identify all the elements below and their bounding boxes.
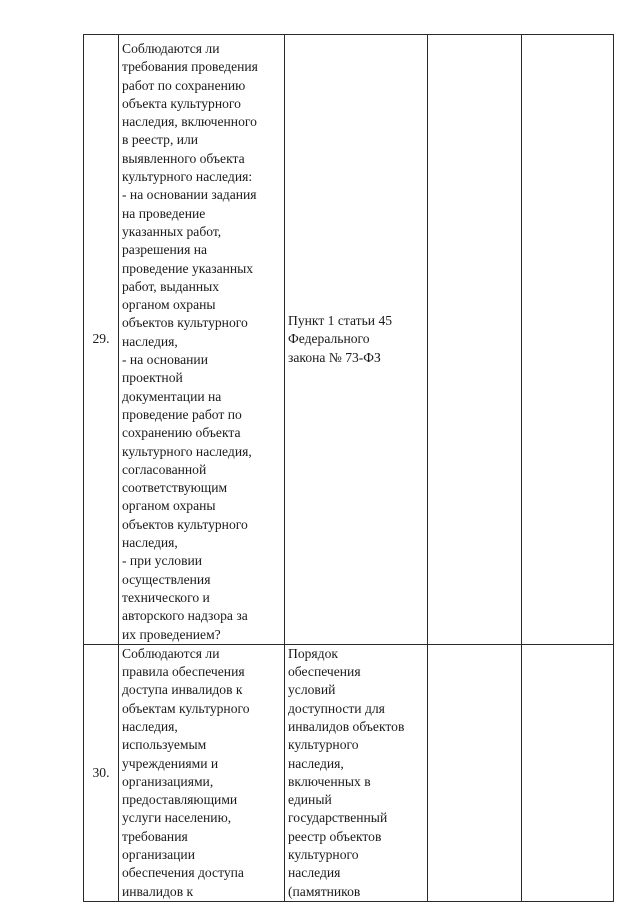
question-line: правила обеспечения <box>122 664 245 680</box>
legal-basis-line: инвалидов объектов <box>288 718 405 734</box>
question-line: используемым <box>122 737 207 753</box>
question-line: указанных работ, <box>122 223 222 239</box>
legal-basis-line: (памятников <box>288 883 361 899</box>
legal-basis-line: культурного <box>288 737 359 753</box>
question-line: разрешения на <box>122 242 208 258</box>
question-line: учреждениями и <box>122 755 219 771</box>
empty-cell <box>428 35 522 645</box>
empty-cell <box>428 644 522 901</box>
legal-basis-line: Пункт 1 статьи 45 <box>288 312 393 328</box>
question-line: культурного наследия, <box>122 443 252 459</box>
question-cell <box>119 35 285 645</box>
table-row <box>84 644 614 901</box>
question-line: выявленного объекта <box>122 150 245 166</box>
question-line: работ, выданных <box>122 278 220 294</box>
question-line: объекта культурного <box>122 95 241 111</box>
legal-basis-line: обеспечения <box>288 664 361 680</box>
question-line: работ по сохранению <box>122 77 246 93</box>
legal-basis-line: наследия, <box>288 755 344 771</box>
legal-basis-line: условий <box>288 682 336 698</box>
question-line: культурного наследия: <box>122 169 253 185</box>
question-line: обеспечения доступа <box>122 865 244 881</box>
question-line: - на основании <box>122 352 208 368</box>
legal-basis-line: доступности для <box>288 700 385 716</box>
question-line: объектам культурного <box>122 700 250 716</box>
question-line: органом охраны <box>122 498 216 514</box>
question-line: согласованной <box>122 461 207 477</box>
question-line: наследия, <box>122 333 178 349</box>
question-line: - при условии <box>122 553 203 569</box>
question-line: их проведением? <box>122 626 221 642</box>
question-line: требования проведения <box>122 59 258 75</box>
question-line: в реестр, или <box>122 132 199 148</box>
question-line: объектов культурного <box>122 315 248 331</box>
question-line: - на основании задания <box>122 187 257 203</box>
legal-basis-cell <box>285 35 428 645</box>
question-line: проектной <box>122 370 183 386</box>
question-line: объектов культурного <box>122 516 248 532</box>
question-line: осуществления <box>122 571 211 587</box>
legal-basis-line: культурного <box>288 847 359 863</box>
question-line: органом охраны <box>122 297 216 313</box>
question-line: организации <box>122 847 195 863</box>
question-line: документации на <box>122 388 222 404</box>
question-line: сохранению объекта <box>122 425 241 441</box>
question-line: инвалидов к <box>122 883 194 899</box>
question-line: проведение указанных <box>122 260 254 276</box>
row-number: 29. <box>84 35 119 645</box>
question-line: соответствующим <box>122 480 228 496</box>
question-line: наследия, <box>122 535 178 551</box>
question-line: услуги населению, <box>122 810 232 826</box>
question-line: организациями, <box>122 773 214 789</box>
legal-basis-line: единый <box>288 792 332 808</box>
question-line: технического и <box>122 589 210 605</box>
empty-cell <box>522 644 614 901</box>
question-cell <box>119 644 285 901</box>
legal-basis-line: закона № 73-ФЗ <box>288 349 381 365</box>
legal-basis-line: Порядок <box>288 645 338 661</box>
legal-basis-line: Федерального <box>288 331 370 347</box>
question-line: требования <box>122 828 188 844</box>
row-number: 30. <box>84 644 119 901</box>
legal-basis-line: включенных в <box>288 773 371 789</box>
checklist-table <box>83 34 614 902</box>
question-line: проведение работ по <box>122 406 242 422</box>
empty-cell <box>522 35 614 645</box>
question-line: наследия, включенного <box>122 114 257 130</box>
question-line: на проведение <box>122 205 206 221</box>
question-line: доступа инвалидов к <box>122 682 243 698</box>
question-line: предоставляющими <box>122 792 238 808</box>
question-line: наследия, <box>122 718 178 734</box>
legal-basis-line: государственный <box>288 810 388 826</box>
question-line: Соблюдаются ли <box>122 645 220 661</box>
question-line: Соблюдаются ли <box>122 41 220 56</box>
question-line: авторского надзора за <box>122 608 248 624</box>
legal-basis-line: наследия <box>288 865 341 881</box>
legal-basis-cell <box>285 644 428 901</box>
legal-basis-line: реестр объектов <box>288 828 382 844</box>
table-row <box>84 35 614 645</box>
